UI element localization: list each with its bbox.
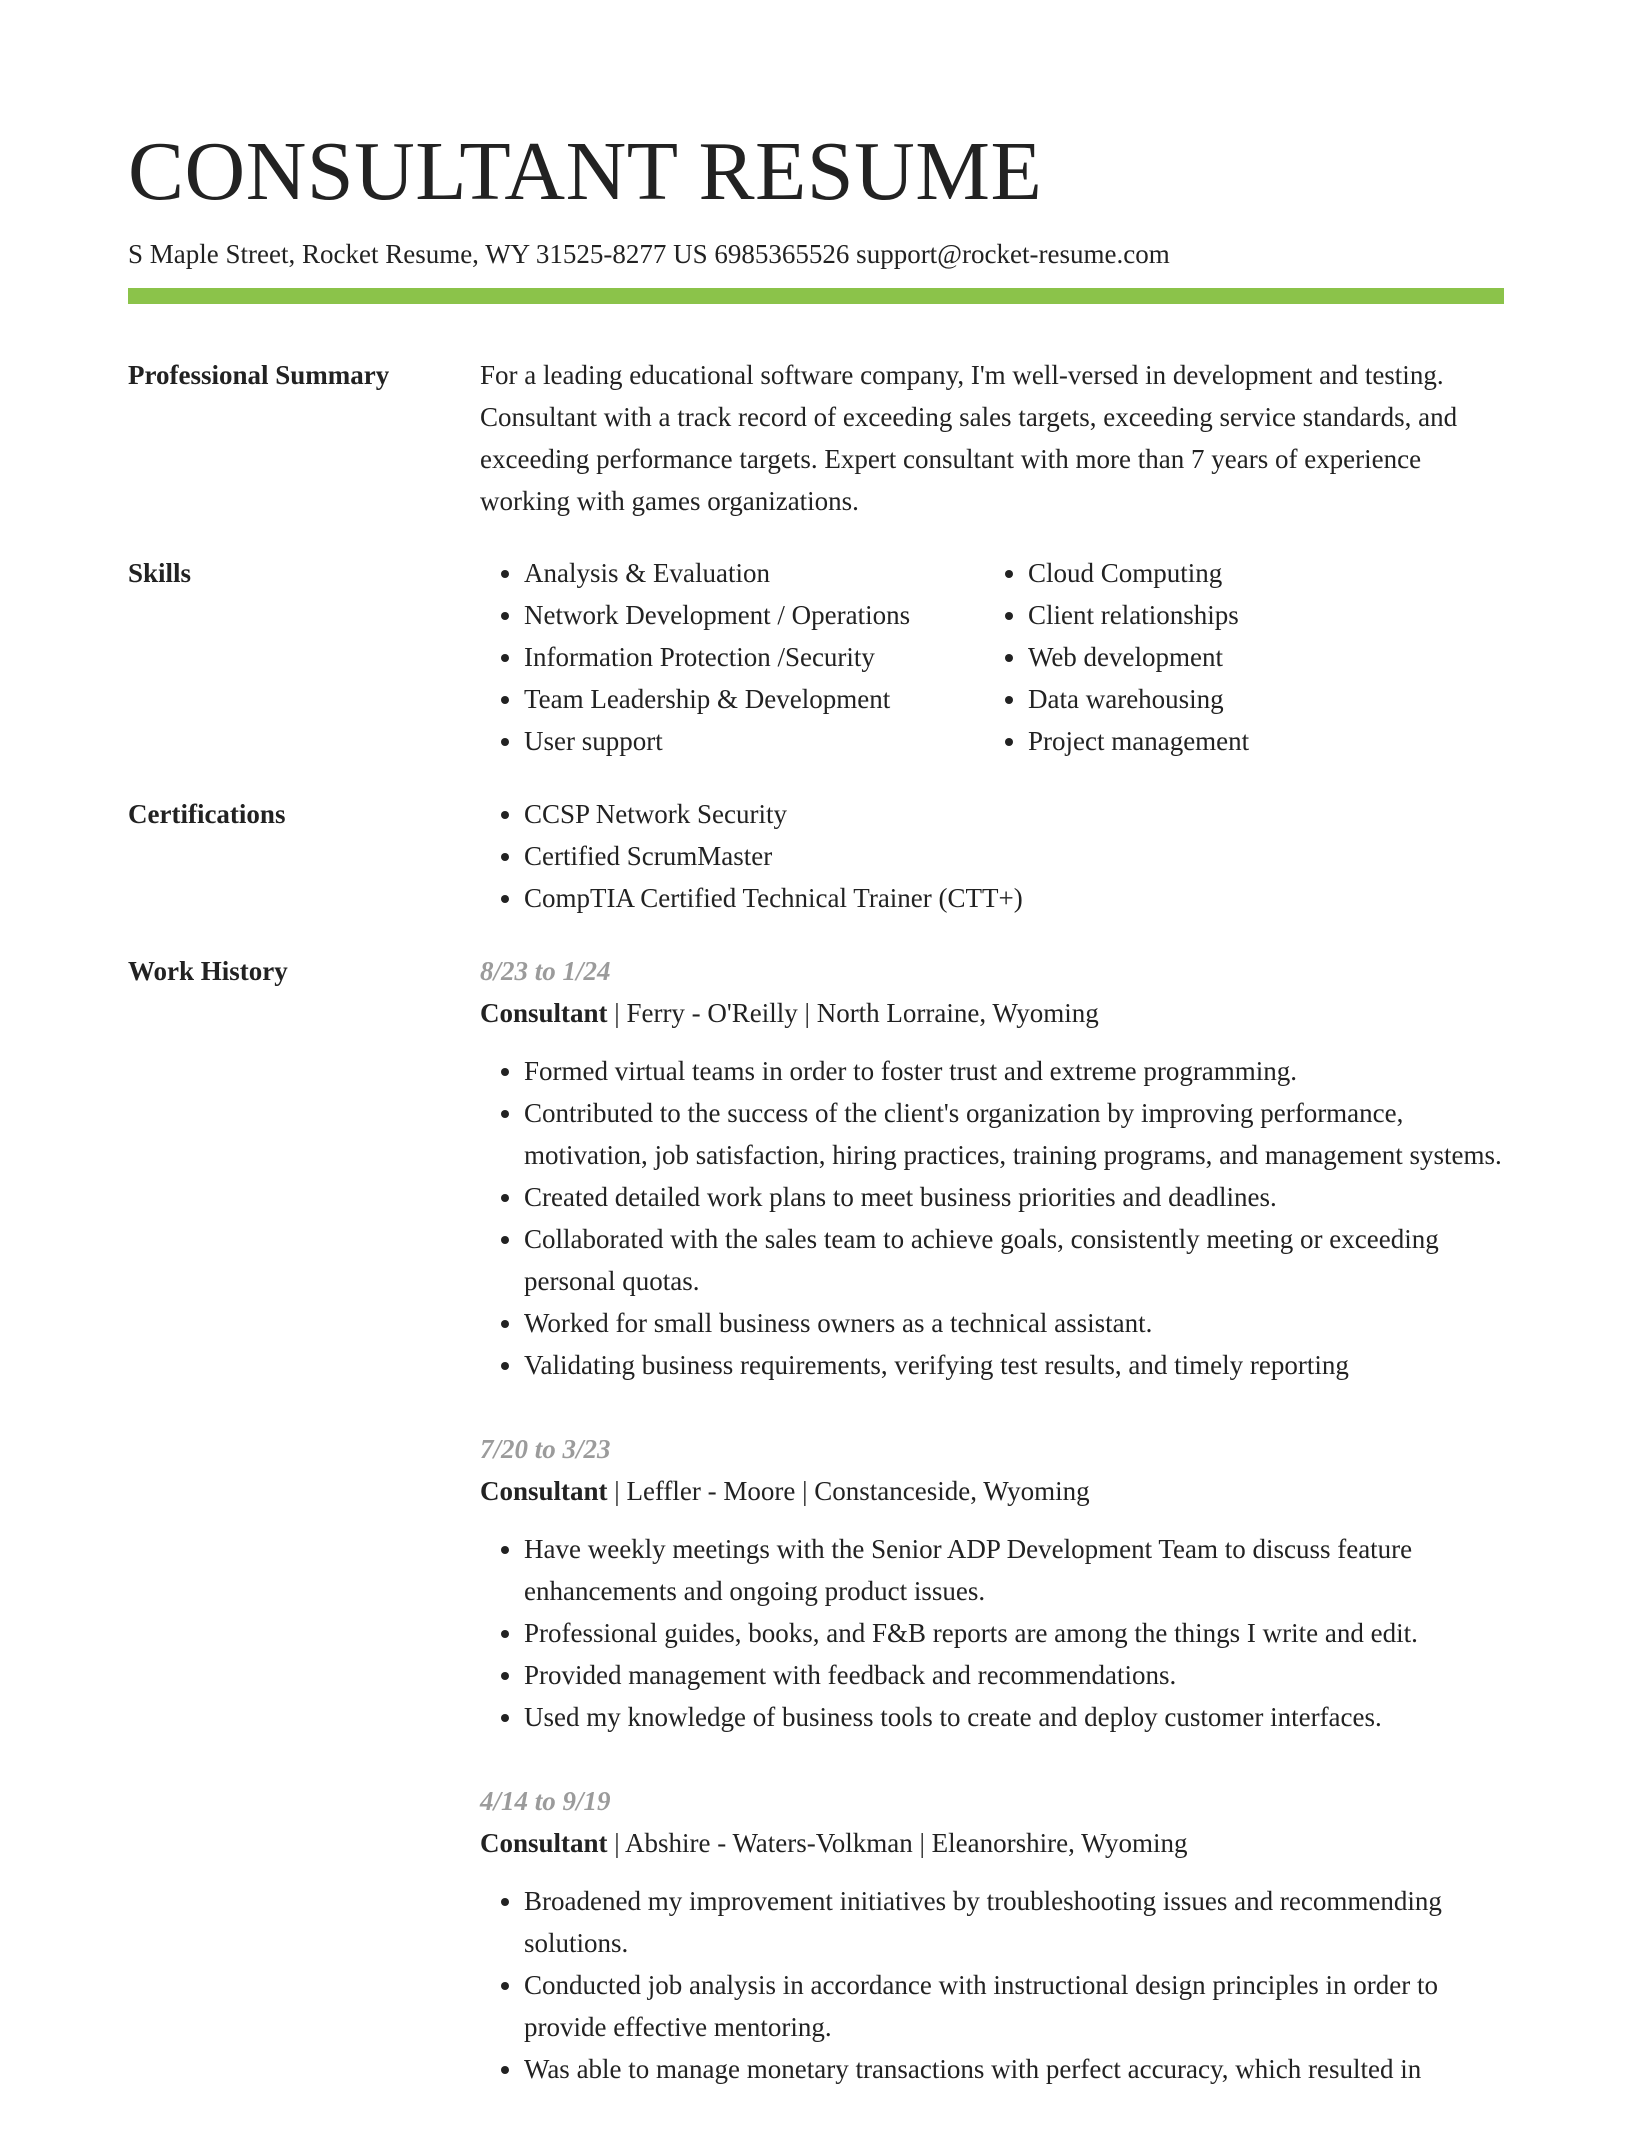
skill-item: • Network Development / Operations xyxy=(524,594,984,636)
summary-body xyxy=(480,354,1504,522)
summary-label: Professional Summary xyxy=(128,360,390,390)
skills-columns xyxy=(480,552,1504,762)
job-bullets xyxy=(480,1880,1504,2090)
skills-column-right xyxy=(984,552,1488,762)
certifications-body xyxy=(480,793,1504,919)
job-bullets xyxy=(480,1528,1504,1738)
certifications-section xyxy=(128,793,1504,919)
job-dates: 4/14 to 9/19 xyxy=(480,1786,611,1816)
job-bullet: • Professional guides, books, and F&B reports are among the things I write and edit. xyxy=(524,1612,1504,1654)
work-history-label: Work History xyxy=(128,956,288,986)
job-dates: 8/23 to 1/24 xyxy=(480,956,611,986)
skill-item: • Cloud Computing xyxy=(1028,552,1488,594)
summary-section xyxy=(128,354,1504,522)
skills-column-left xyxy=(480,552,984,762)
certifications-label: Certifications xyxy=(128,799,286,829)
work-history-body xyxy=(480,950,1504,2132)
skill-item: • Data warehousing xyxy=(1028,678,1488,720)
job-bullet: • Used my knowledge of business tools to create and deploy customer interfaces. xyxy=(524,1696,1504,1738)
work-history-section xyxy=(128,950,1504,2132)
job-entry xyxy=(480,1428,1504,1738)
job-bullet: • Formed virtual teams in order to foster trust and extreme programming. xyxy=(524,1050,1504,1092)
skill-item: • Information Protection /Security xyxy=(524,636,984,678)
job-title-line xyxy=(480,992,1504,1034)
job-title: Consultant xyxy=(480,998,608,1028)
job-bullet: • Created detailed work plans to meet business priorities and deadlines. xyxy=(524,1176,1504,1218)
skills-list-right xyxy=(984,552,1488,762)
job-title-line xyxy=(480,1470,1504,1512)
resume-page xyxy=(128,0,1504,2132)
job-title-line xyxy=(480,1822,1504,1864)
certifications-list xyxy=(480,793,1504,919)
contact-line: S Maple Street, Rocket Resume, WY 31525-8277 US 6985365526 support@rocket-resume.com xyxy=(128,239,1170,269)
job-bullet: • Was able to manage monetary transactions with perfect accuracy, which resulted in xyxy=(524,2048,1504,2090)
certification-item: • Certified ScrumMaster xyxy=(524,835,1504,877)
skill-item: • Team Leadership & Development xyxy=(524,678,984,720)
skills-list-left xyxy=(480,552,984,762)
job-details: | Leffler - Moore | Constanceside, Wyoming xyxy=(607,1476,1090,1506)
skill-item: • Analysis & Evaluation xyxy=(524,552,984,594)
skill-item: • Client relationships xyxy=(1028,594,1488,636)
job-entry xyxy=(480,950,1504,1386)
job-bullet: • Collaborated with the sales team to achieve goals, consistently meeting or exceeding personal quotas. xyxy=(524,1218,1504,1302)
job-bullet: • Worked for small business owners as a technical assistant. xyxy=(524,1302,1504,1344)
certification-item: • CompTIA Certified Technical Trainer (CTT+) xyxy=(524,877,1504,919)
resume-title: CONSULTANT RESUME xyxy=(128,125,1043,218)
job-title: Consultant xyxy=(480,1476,608,1506)
skills-section xyxy=(128,552,1504,762)
job-details: | Abshire - Waters-Volkman | Eleanorshire, Wyoming xyxy=(607,1828,1188,1858)
skill-item: • Project management xyxy=(1028,720,1488,762)
job-dates: 7/20 to 3/23 xyxy=(480,1434,611,1464)
skill-item: • Web development xyxy=(1028,636,1488,678)
summary-text: For a leading educational software company, I'm well-versed in development and testing. Consultant with a track record of exceeding sales targets, exceeding service standards, and exceeding performance targets. Expert consultant with more than 7 years of experience working with games organizations. xyxy=(480,360,1458,516)
certification-item: • CCSP Network Security xyxy=(524,793,1504,835)
job-details: | Ferry - O'Reilly | North Lorraine, Wyoming xyxy=(607,998,1099,1028)
skills-label: Skills xyxy=(128,558,192,588)
skills-body xyxy=(480,552,1504,762)
job-entry xyxy=(480,1780,1504,2090)
job-bullet: • Validating business requirements, verifying test results, and timely reporting xyxy=(524,1344,1504,1386)
job-bullet: • Conducted job analysis in accordance with instructional design principles in order to provide effective mentoring. xyxy=(524,1964,1504,2048)
header-divider xyxy=(128,288,1504,304)
job-bullet: • Broadened my improvement initiatives by troubleshooting issues and recommending solutions. xyxy=(524,1880,1504,1964)
job-bullet: • Have weekly meetings with the Senior ADP Development Team to discuss feature enhancements and ongoing product issues. xyxy=(524,1528,1504,1612)
job-bullet: • Provided management with feedback and recommendations. xyxy=(524,1654,1504,1696)
skill-item: • User support xyxy=(524,720,984,762)
job-bullet: • Contributed to the success of the client's organization by improving performance, motivation, job satisfaction, hiring practices, training programs, and management systems. xyxy=(524,1092,1504,1176)
job-bullets xyxy=(480,1050,1504,1386)
job-title: Consultant xyxy=(480,1828,608,1858)
